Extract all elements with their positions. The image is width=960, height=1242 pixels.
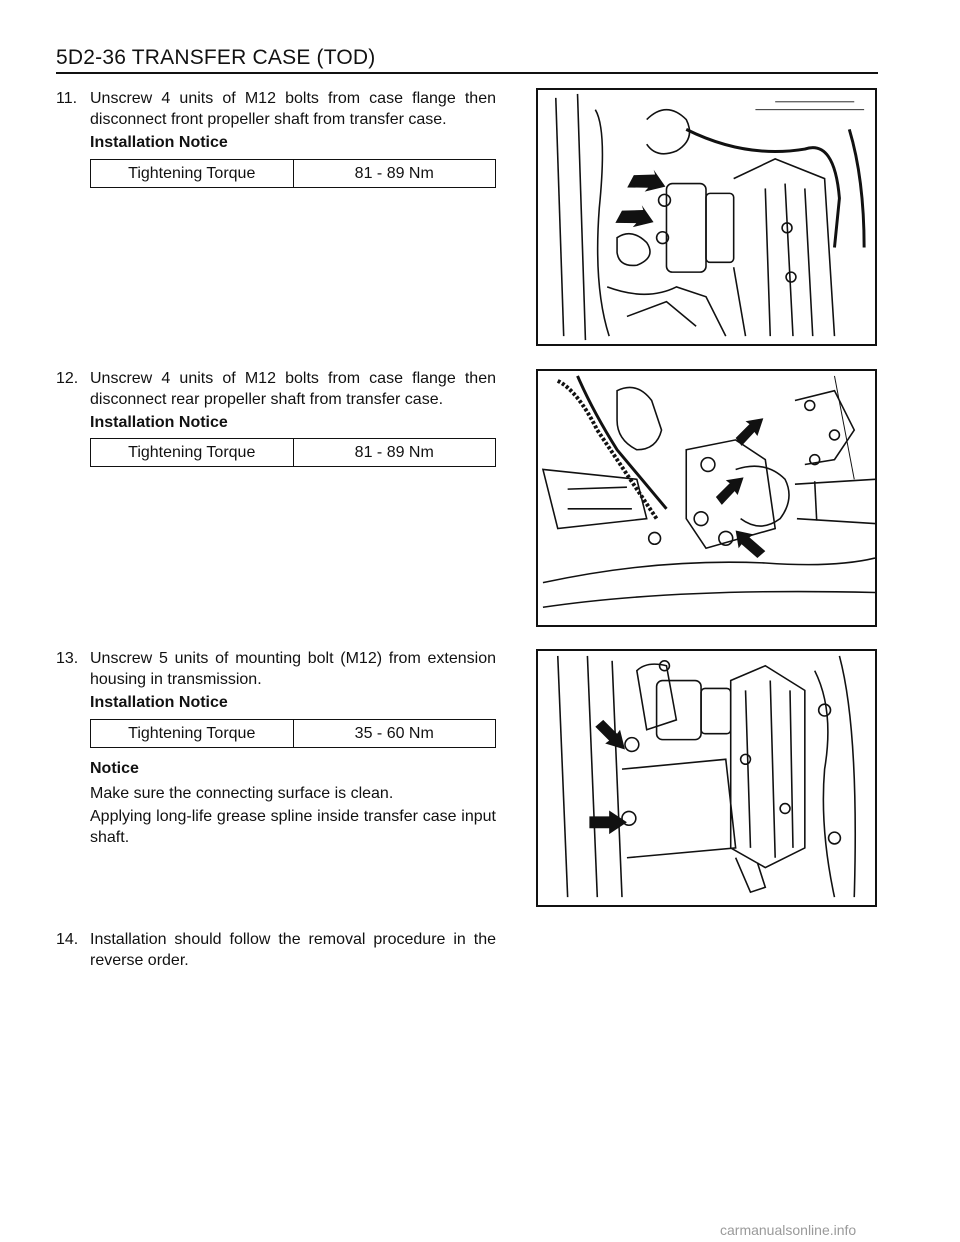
torque-table <box>90 438 496 467</box>
torque-table <box>90 719 496 748</box>
torque-value: 35 - 60 Nm <box>293 720 496 748</box>
step-number: 13. <box>56 650 79 667</box>
torque-label: Tightening Torque <box>91 720 294 748</box>
step-11 <box>56 88 496 130</box>
torque-value: 81 - 89 Nm <box>293 160 496 188</box>
torque-value: 81 - 89 Nm <box>293 439 496 467</box>
rear-shaft-illustration <box>536 369 877 627</box>
torque-label: Tightening Torque <box>91 160 294 188</box>
front-shaft-drawing <box>538 90 875 344</box>
torque-label: Tightening Torque <box>91 439 294 467</box>
step-text: Unscrew 4 units of M12 bolts from case flange then disconnect front propeller shaft from transfer case. <box>90 90 496 128</box>
step-14 <box>56 929 496 971</box>
installation-notice-heading: Installation Notice <box>90 694 228 711</box>
notice-line: Applying long-life grease spline inside transfer case input shaft. <box>90 808 496 846</box>
step-13 <box>56 648 496 690</box>
rear-shaft-drawing <box>538 371 875 625</box>
notice-line: Make sure the connecting surface is clean. <box>90 785 394 802</box>
installation-notice-heading: Installation Notice <box>90 414 228 431</box>
step-number: 14. <box>56 931 79 948</box>
extension-housing-illustration <box>536 649 877 907</box>
watermark: carmanualsonline.info <box>720 1222 857 1238</box>
installation-notice-heading: Installation Notice <box>90 134 228 151</box>
page-header: 5D2-36 TRANSFER CASE (TOD) <box>56 46 376 69</box>
step-text: Unscrew 5 units of mounting bolt (M12) from extension housing in transmission. <box>90 650 496 688</box>
notice-title: Notice <box>90 760 139 777</box>
step-12 <box>56 368 496 410</box>
step-number: 11. <box>56 90 78 107</box>
header-rule <box>56 72 878 74</box>
extension-housing-drawing <box>538 651 875 905</box>
step-text: Unscrew 4 units of M12 bolts from case flange then disconnect rear propeller shaft from transfer case. <box>90 370 496 408</box>
front-shaft-illustration <box>536 88 877 346</box>
step-number: 12. <box>56 370 79 387</box>
torque-table <box>90 159 496 188</box>
step-text: Installation should follow the removal procedure in the reverse order. <box>90 931 496 969</box>
